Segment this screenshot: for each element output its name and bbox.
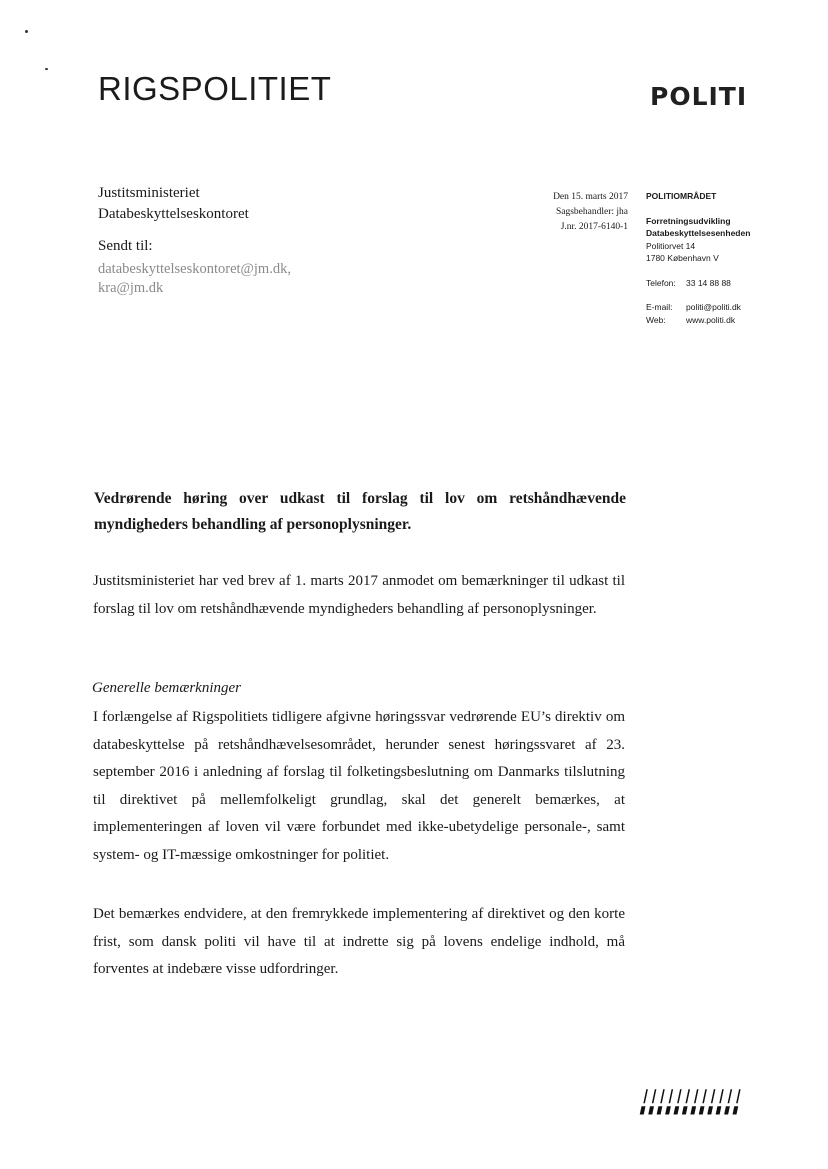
sender-area: POLITIOMRÅDET xyxy=(646,191,717,201)
stamp-bottom: ▮▮▮▮▮▮▮▮▮▮▮▮ xyxy=(636,1102,742,1118)
recipient-office: Databeskyttelseskontoret xyxy=(98,206,249,222)
sender-dept: Forretningsudvikling xyxy=(646,215,731,226)
letter-date: Den 15. marts 2017 xyxy=(553,192,628,202)
email-label: E-mail: xyxy=(646,302,673,312)
sender-street: Politiorvet 14 xyxy=(646,240,696,251)
sent-to-label: Sendt til: xyxy=(98,238,153,254)
header-title: RIGSPOLITIET xyxy=(98,70,332,107)
web-value[interactable]: www.politi.dk xyxy=(686,314,736,325)
scan-stamp-icon xyxy=(637,1089,744,1117)
letter-meta xyxy=(553,190,628,235)
stamp-top: |||||||||||| xyxy=(639,1088,745,1104)
recipient-name: Justitsministeriet xyxy=(98,185,200,201)
email-value[interactable]: politi@politi.dk xyxy=(686,302,741,312)
phone-value: 33 14 88 88 xyxy=(686,277,731,288)
sender-city: 1780 København V xyxy=(646,253,719,263)
email-row xyxy=(646,301,750,314)
sent-to-emails xyxy=(98,260,291,298)
recipient-block xyxy=(98,183,249,225)
phone-row xyxy=(646,277,750,290)
sender-info xyxy=(646,190,750,326)
scan-speck xyxy=(25,30,28,33)
phone-label: Telefon: xyxy=(646,277,676,288)
scan-speck xyxy=(45,68,48,70)
paragraph-general: I forlængelse af Rigspolitiets tidligere afgivne høringssvar vedrørende EU’s direktiv om databeskyttelse på retshåndhævelsesområdet, herunder senest høringssvaret af 23. september 2016 i anledning af forslag til folketingsbeslutning om Danmarks tilslutning til direktivet på mellemfolkeligt grundlag, skal det generelt bemærkes, at implementeringen af loven vil være forbundet med ikke-ubetydelige personale-, samt system- og IT-mæssige omkostninger for politiet. xyxy=(93,709,625,863)
paragraph-further: Det bemærkes endvidere, at den fremrykkede implementering af direktivet og den korte frist, som dansk politi vil have til at indrette sig på lovens endelige indhold, må forventes at indebære visse udfordringer. xyxy=(93,906,625,977)
sender-unit: Databeskyttelsesenheden xyxy=(646,228,751,238)
email-link[interactable]: kra@jm.dk xyxy=(98,280,164,296)
email-link[interactable]: databeskyttelseskontoret@jm.dk, xyxy=(98,261,291,277)
letter-subject: Vedrørende høring over udkast til forslag til lov om retshåndhævende myndigheders behandling af personoplysninger. xyxy=(94,490,626,533)
politi-logo: POLITI xyxy=(650,82,748,111)
paragraph-intro: Justitsministeriet har ved brev af 1. marts 2017 anmodet om bemærkninger til udkast til forslag til lov om retshåndhævende myndigheders behandling af personoplysninger. xyxy=(93,573,625,617)
web-row xyxy=(646,314,750,327)
web-label: Web: xyxy=(646,314,666,325)
caseworker: Sagsbehandler: jha xyxy=(555,207,628,217)
section-heading: Generelle bemærkninger xyxy=(92,680,241,696)
journal-number: J.nr. 2017-6140-1 xyxy=(560,222,628,232)
